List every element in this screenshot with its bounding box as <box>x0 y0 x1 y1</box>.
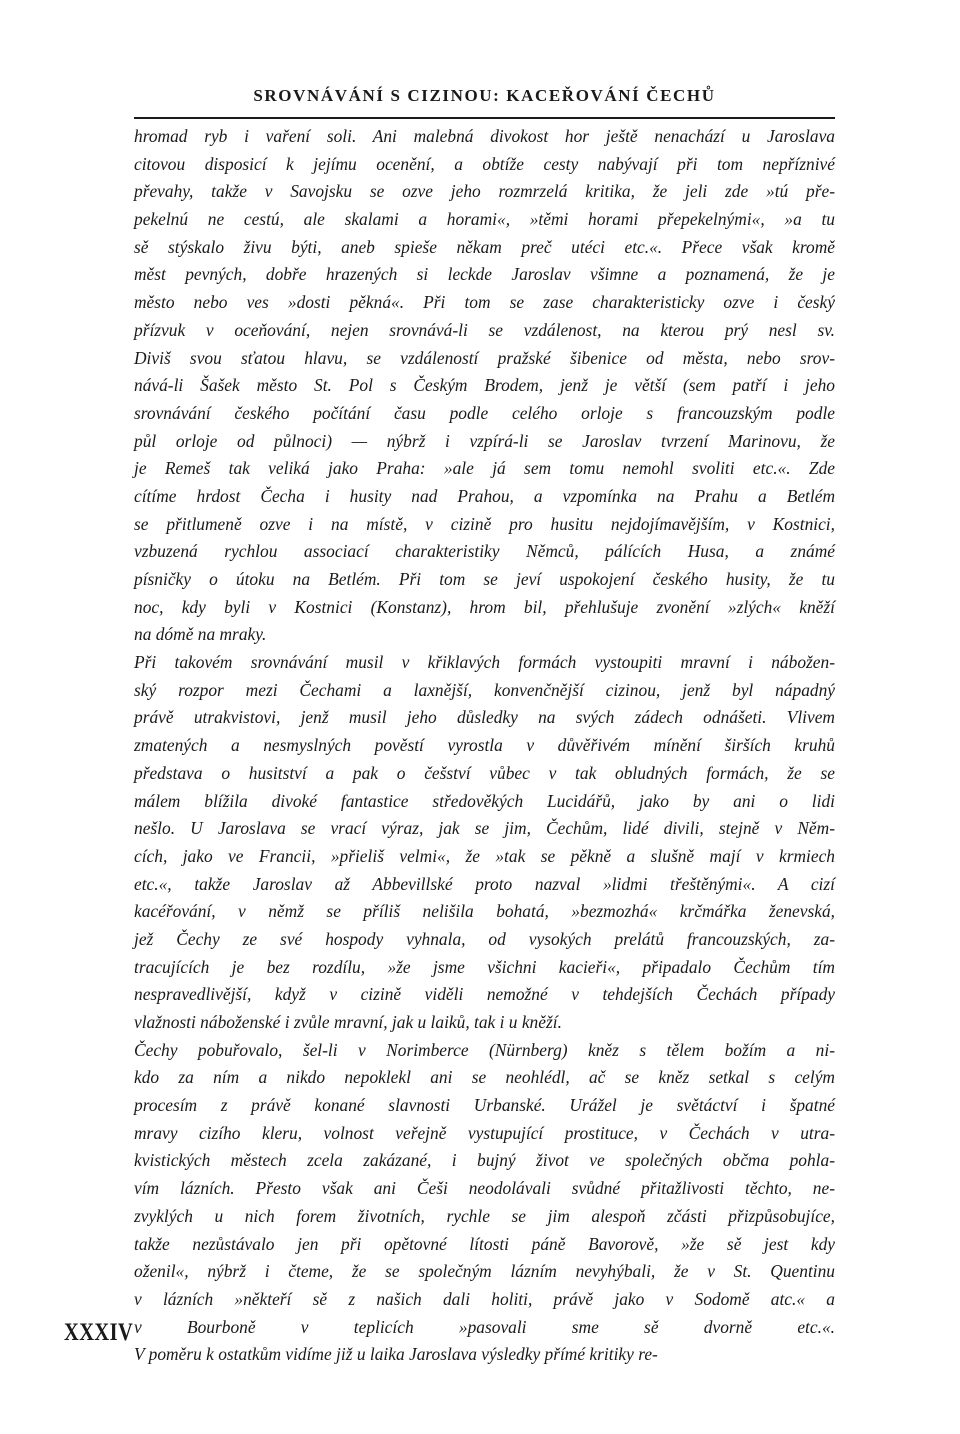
text-line: mravy cizího kleru, volnost veřejně vystupující prostituce, v Čechách v utra- <box>134 1122 835 1143</box>
text-line: Při takovém srovnávání musil v křiklavých formách vystoupiti mravní i nábožen- <box>134 652 835 673</box>
text-line: pekelnú ne cestú, ale skalami a horami«, »těmi horami přepekelnými«, »a tu <box>134 209 835 230</box>
header-rule <box>134 117 835 119</box>
running-head: SROVNÁVÁNÍ S CIZINOU: KACEŘOVÁNÍ ČECHŮ <box>253 86 716 105</box>
text-line: cítíme hrdost Čecha i husity nad Prahou, a vzpomínka na Prahu a Betlém <box>134 485 835 506</box>
text-line: etc.«, takže Jaroslav až Abbevillské proto nazval »lidmi třeštěnými«. A cizí <box>134 873 835 894</box>
text-line: je Remeš tak veliká jako Praha: »ale já sem tomu nemohl svoliti etc.«. Zde <box>134 458 835 479</box>
text-line: písničky o útoku na Betlém. Při tom se jeví uspokojení českého husity, že tu <box>134 569 835 589</box>
text-line: v Bourboně v teplicích »pasovali sme sě dvorně etc.«. <box>134 1316 835 1337</box>
text-line: představa o husitství a pak o češství vůbec v tak obludných formách, že se <box>134 762 835 783</box>
text-line: vlažnosti náboženské i zvůle mravní, jak u laiků, tak i u kněží. <box>134 1012 562 1032</box>
text-line: právě utrakvistovi, jenž musil jeho důsledky na svých zádech odnášeti. Vlivem <box>134 707 835 728</box>
text-line: převahy, takže v Savojsku se ozve jeho rozmrzelá kritika, že jeli zde »tú pře- <box>134 181 835 202</box>
text-line: tracujících je bez rozdílu, »že jsme všichni kacieři«, připadalo Čechům tím <box>134 956 835 977</box>
text-line: takže nezůstávalo jen při opětovné lítosti páně Bavorově, »že sě jest kdy <box>134 1233 835 1254</box>
text-line: V poměru k ostatkům vidíme již u laika Jaroslava výsledky přímé kritiky re- <box>134 1344 658 1365</box>
text-line: Diviš svou sťatou hlavu, se vzdáleností pražské šibenice od města, nebo srov- <box>134 347 835 368</box>
text-line: jež Čechy ze své hospody vyhnala, od vysokých prelátů francouzských, za- <box>134 928 835 949</box>
text-line: hromad ryb i vaření soli. Ani malebná divokost hor ještě nenachází u Jaroslava <box>134 126 835 146</box>
text-line: zmatených a nesmyslných pověstí vyrostla v důvěřivém mínění širších kruhů <box>134 735 835 756</box>
text-line: nespravedlivější, když v cizině viděli nemožné v tehdejších Čechách případy <box>134 984 835 1005</box>
text-line: nává-li Šašek město St. Pol s Českým Brodem, jenž je větší (sem patří i jeho <box>134 375 835 396</box>
text-line: vím lázních. Přesto však ani Češi neodolávali svůdné přitažlivosti těchto, ne- <box>134 1178 835 1199</box>
body-text <box>134 123 835 1369</box>
text-line: kdo za ním a nikdo nepoklekl ani se neohlédl, ač se kněz setkal s celým <box>134 1067 835 1088</box>
text-line: město nebo ves »dosti pěkná«. Při tom se zase charakteristicky ozve i český <box>134 292 835 313</box>
text-line: kvistických městech zcela zakázané, i bujný život ve společných občma pohla- <box>134 1150 835 1171</box>
text-line: kacéřování, v němž se příliš nelišila bohatá, »bezmozhá« krčmářka ženevská, <box>134 901 835 922</box>
text-line: ský rozpor mezi Čechami a laxnější, konvenčnější cizinou, jenž byl nápadný <box>134 679 835 700</box>
text-line: v lázních »někteří sě z našich dali holiti, právě jako v Sodomě atc.« a <box>134 1288 835 1309</box>
page-number: XXXIV <box>64 1319 134 1346</box>
text-line: měst pevných, dobře hrazených si leckde Jaroslav všimne a poznamená, že je <box>134 264 835 285</box>
text-line: nešlo. U Jaroslava se vrací výraz, jak se jim, Čechům, lidé divili, stejně v Něm- <box>134 818 835 839</box>
text-line: sě stýskalo živu býti, aneb spieše někam preč utéci etc.«. Přece však kromě <box>134 236 835 257</box>
text-line: citovou disposicí k jejímu ocenění, a obtíže cesty nabývají při tom nepříznivé <box>134 153 835 174</box>
text-line: procesím z právě konané slavnosti Urbanské. Urážel je světáctví i špatné <box>134 1095 835 1116</box>
text-line: přízvuk v oceňování, nejen srovnává-li se vzdálenost, na kterou prý nesl sv. <box>134 319 835 340</box>
text-line: půl orloje od půlnoci) — nýbrž i vzpírá-li se Jaroslav tvrzení Marinovu, že <box>134 430 835 451</box>
text-line: noc, kdy byli v Kostnici (Konstanz), hrom bil, přehlušuje zvonění »zlých« kněží <box>134 596 835 617</box>
text-line: cích, jako ve Francii, »přieliš velmi«, že »tak se pěkně a slušně mají v krmiech <box>134 845 835 866</box>
text-line: se přitlumeně ozve i na místě, v cizině pro husitu nejdojímavějším, v Kostnici, <box>134 513 835 534</box>
text-line: oženil«, nýbrž i čteme, že se společným lázním nevyhýbali, že v St. Quentinu <box>134 1261 835 1282</box>
text-line: zvyklých u nich forem životních, rychle se jim alespoň zčásti přizpůsobujíce, <box>134 1205 835 1226</box>
text-line: Čechy pobuřovalo, šel-li v Norimberce (Nürnberg) kněz s tělem božím a ni- <box>134 1039 835 1060</box>
text-line: srovnávání českého počítání času podle celého orloje s francouzským podle <box>134 402 835 423</box>
text-line: vzbuzená rychlou associací charakteristiky Němců, pálících Husa, a známé <box>134 541 835 562</box>
text-line: málem blížila divoké fantastice středověkých Lucidářů, jako by ani o lidi <box>134 790 835 811</box>
text-line: na dómě na mraky. <box>134 624 267 645</box>
